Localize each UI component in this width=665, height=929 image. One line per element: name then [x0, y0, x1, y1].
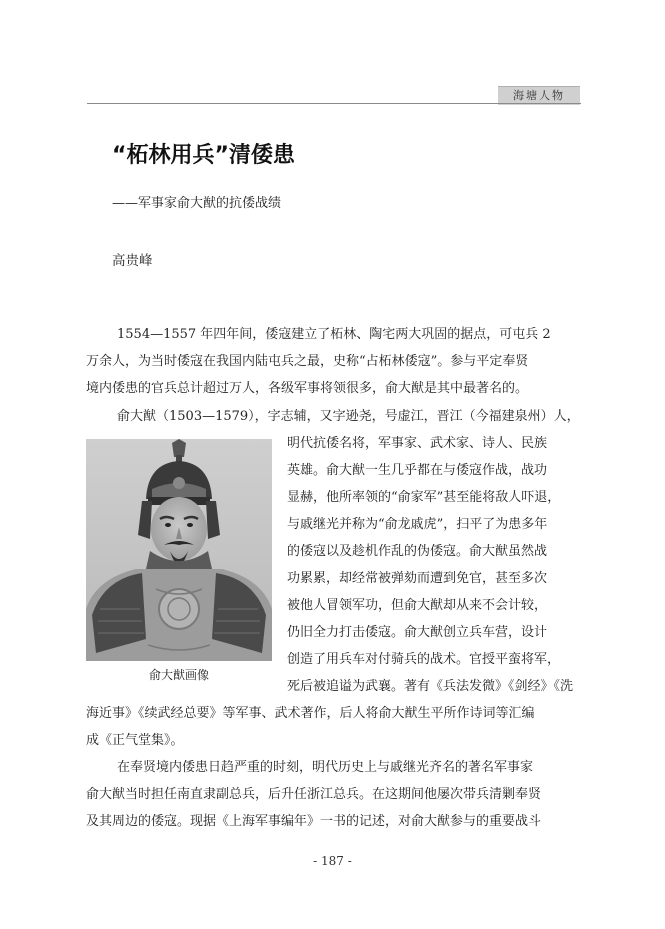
section-tag: 海塘人物: [498, 86, 580, 105]
body-line: 1554—1557 年四年间，倭寇建立了柘林、陶宅两大巩固的据点，可屯兵 2: [117, 327, 551, 342]
body-line: 明代抗倭名将，军事家、武术家、诗人、民族: [287, 436, 548, 451]
article-title: “柘林用兵”清倭患: [112, 143, 295, 168]
body-line: 仍旧全力打击倭寇。俞大猷创立兵车营，设计: [287, 625, 548, 640]
body-line: 俞大猷当时担任南直隶副总兵，后升任浙江总兵。在这期间他屡次带兵清剿奉贤: [86, 787, 542, 802]
body-line: 显赫，他所率领的“俞家军”甚至能将敌人吓退，: [287, 490, 561, 505]
header-divider: [87, 103, 581, 104]
body-line: 俞大猷（1503—1579），字志辅，又字逊尧，号虚江，晋江（今福建泉州）人，: [117, 409, 580, 424]
body-line: 及其周边的倭寇。现据《上海军事编年》一书的记述，对俞大猷参与的重要战斗: [86, 814, 542, 829]
body-line: 成《正气堂集》。: [86, 733, 184, 748]
body-line: 海近事》《续武经总要》等军事、武术著作，后人将俞大猷生平所作诗词等汇编: [86, 706, 535, 721]
body-line: 被他人冒领军功，但俞大猷却从来不会计较，: [287, 598, 548, 613]
portrait-caption: 俞大猷画像: [148, 668, 209, 682]
body-line: 死后被追谥为武襄。著有《兵法发微》《剑经》《洗: [287, 679, 574, 694]
body-line: 在奉贤境内倭患日趋严重的时刻，明代历史上与戚继光齐名的著名军事家: [117, 760, 534, 775]
body-line: 功累累，却经常被弹劾而遭到免官，甚至多次: [287, 571, 548, 586]
body-line: 英雄。俞大猷一生几乎都在与倭寇作战，战功: [287, 463, 548, 478]
body-line: 创造了用兵车对付骑兵的战术。官授平蛮将军，: [287, 652, 561, 667]
body-line: 的倭寇以及趁机作乱的伪倭寇。俞大猷虽然战: [287, 544, 548, 559]
article-subtitle: ——军事家俞大猷的抗倭战绩: [112, 196, 282, 211]
page-number: - 187 -: [313, 854, 352, 868]
body-line: 境内倭患的官兵总计超过万人，各级军事将领很多，俞大猷是其中最著名的。: [86, 381, 529, 396]
article-author: 高贵峰: [112, 253, 153, 269]
body-line: 与戚继光并称为“俞龙戚虎”，扫平了为患多年: [287, 517, 548, 532]
body-line: 万余人，为当时倭寇在我国内陆屯兵之最，史称“占柘林倭寇”。参与平定奉贤: [86, 354, 529, 369]
portrait-image: [86, 439, 272, 661]
